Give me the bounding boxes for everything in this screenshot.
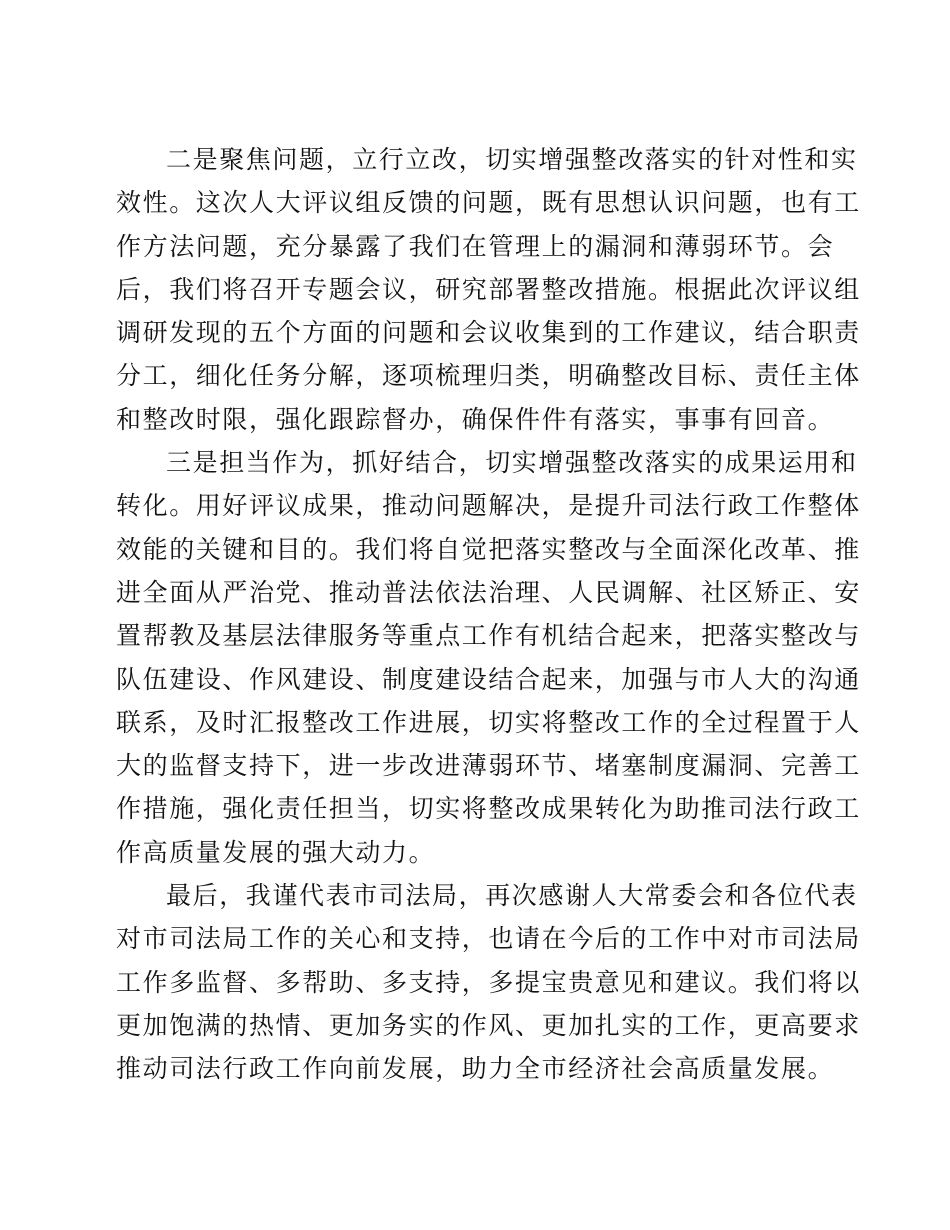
text-line: 置帮教及基层法律服务等重点工作有机结合起来，把落实整改与 bbox=[116, 621, 861, 651]
text-line: 二是聚焦问题，立行立改，切实增强整改落实的针对性和实 bbox=[166, 145, 858, 174]
text-line: 大的监督支持下，进一步改进薄弱环节、堵塞制度漏洞、完善工 bbox=[116, 751, 861, 781]
text-line: 调研发现的五个方面的问题和会议收集到的工作建议，结合职责 bbox=[116, 318, 861, 348]
text-line: 作高质量发展的强大动力。 bbox=[116, 837, 436, 867]
text-line: 对市司法局工作的关心和支持，也请在今后的工作中对市司法局 bbox=[116, 924, 861, 954]
text-line: 和整改时限，强化跟踪督办，确保件件有落实，事事有回音。 bbox=[116, 404, 835, 434]
text-line: 后，我们将召开专题会议，研究部署整改措施。根据此次评议组 bbox=[116, 274, 861, 304]
text-line: 作措施，强化责任担当，切实将整改成果转化为助推司法行政工 bbox=[116, 794, 861, 824]
paragraph-results-application bbox=[116, 441, 861, 874]
text-line: 最后，我谨代表市司法局，再次感谢人大常委会和各位代表 bbox=[166, 881, 858, 911]
text-line: 效性。这次人大评议组反馈的问题，既有思想认识问题，也有工 bbox=[116, 188, 861, 218]
text-line: 联系，及时汇报整改工作进展，切实将整改工作的全过程置于人 bbox=[116, 707, 861, 737]
document-body bbox=[116, 138, 861, 1091]
text-line: 作方法问题，充分暴露了我们在管理上的漏洞和薄弱环节。会 bbox=[116, 231, 835, 261]
text-line: 效能的关键和目的。我们将自觉把落实整改与全面深化改革、推 bbox=[116, 534, 861, 564]
text-line: 更加饱满的热情、更加务实的作风、更加扎实的工作，更高要求 bbox=[116, 1010, 861, 1040]
paragraph-rectification-focus bbox=[116, 138, 861, 441]
text-line: 推动司法行政工作向前发展，助力全市经济社会高质量发展。 bbox=[116, 1054, 835, 1084]
text-line: 进全面从严治党、推动普法依法治理、人民调解、社区矫正、安 bbox=[116, 577, 861, 607]
text-line: 转化。用好评议成果，推动问题解决，是提升司法行政工作整体 bbox=[116, 491, 861, 521]
paragraph-closing-thanks bbox=[116, 874, 861, 1090]
text-line: 队伍建设、作风建设、制度建设结合起来，加强与市人大的沟通 bbox=[116, 664, 861, 694]
text-line: 三是担当作为，抓好结合，切实增强整改落实的成果运用和 bbox=[166, 448, 858, 478]
text-line: 工作多监督、多帮助、多支持，多提宝贵意见和建议。我们将以 bbox=[116, 967, 861, 997]
text-line: 分工，细化任务分解，逐项梳理归类，明确整改目标、责任主体 bbox=[116, 361, 861, 391]
